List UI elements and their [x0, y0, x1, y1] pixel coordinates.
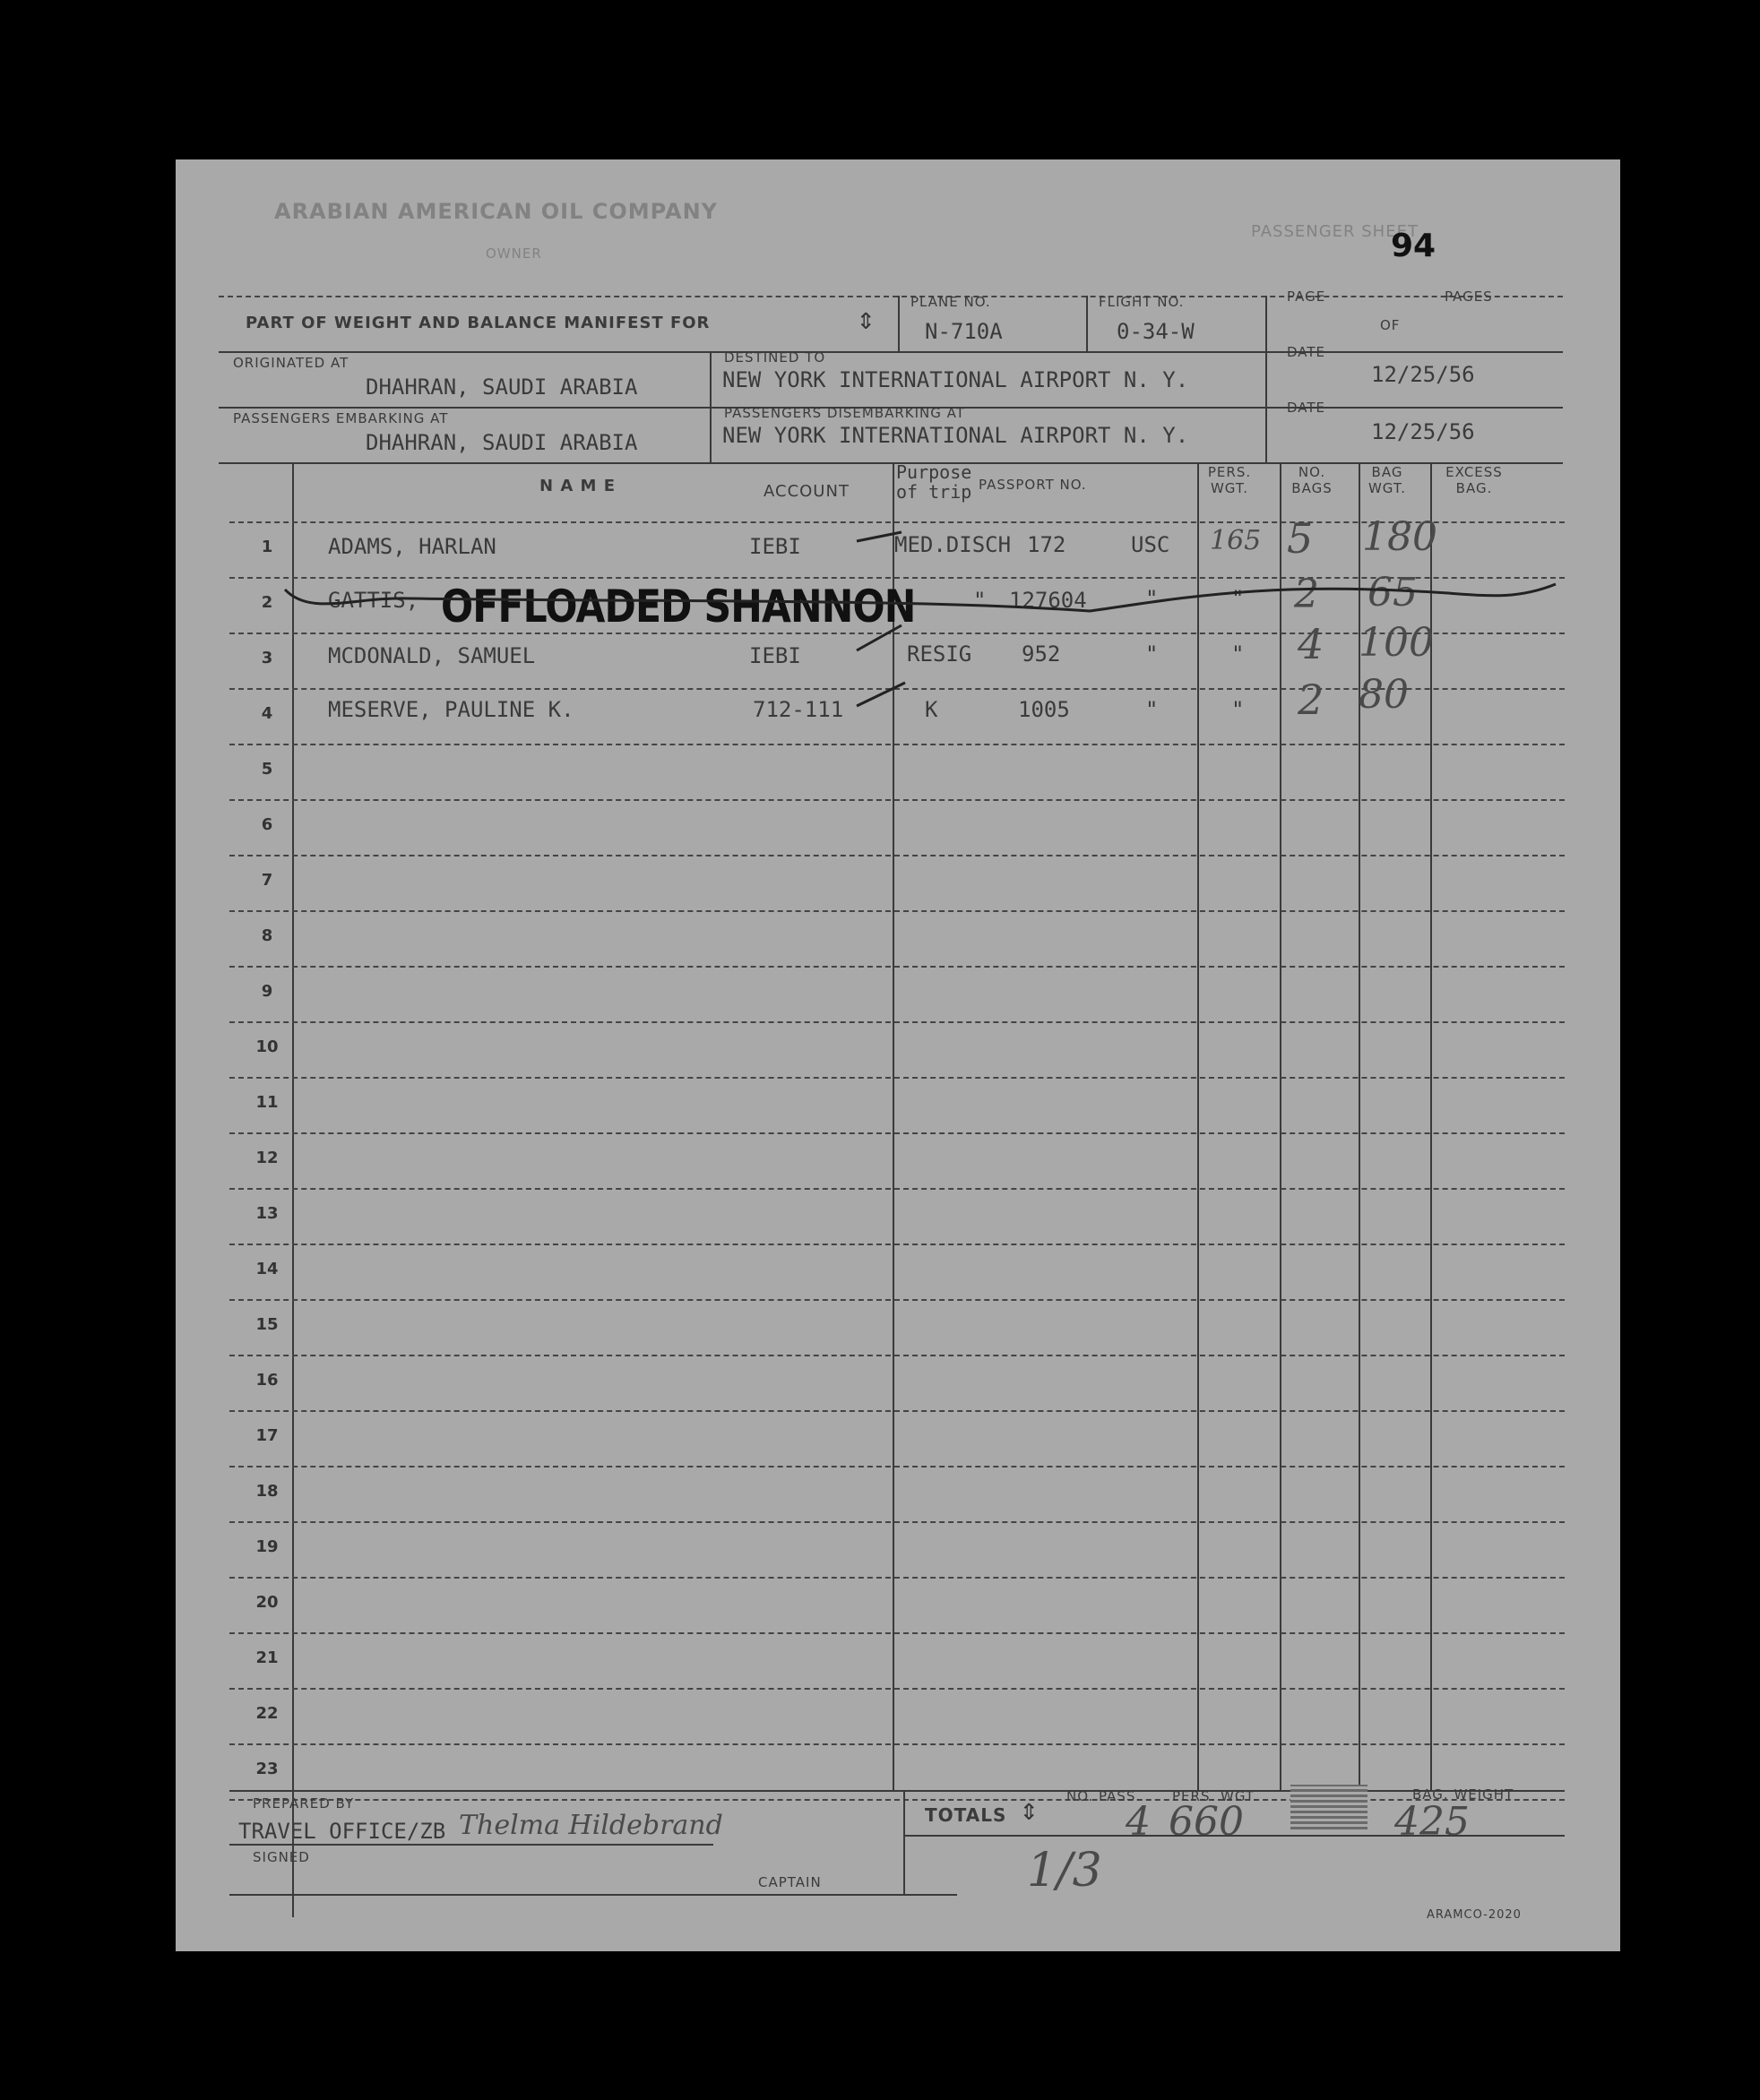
- row-number: 4: [261, 704, 273, 723]
- row-number: 17: [255, 1426, 279, 1445]
- strike-through-line: [283, 572, 1574, 625]
- passenger-3-purpose: RESIG: [907, 641, 972, 667]
- row-number: 6: [261, 815, 273, 834]
- flight-no-label: FLIGHT NO.: [1099, 294, 1185, 310]
- passenger-4-pers-wgt: ": [1231, 697, 1245, 722]
- originated-label: ORIGINATED AT: [233, 355, 349, 371]
- date-value-2: 12/25/56: [1371, 419, 1475, 444]
- passenger-3-bag-wgt: 100: [1359, 620, 1434, 666]
- passenger-2-pers-wgt: ": [1231, 586, 1245, 611]
- flight-no: 0-34-W: [1117, 319, 1195, 344]
- plane-no: N-710A: [925, 319, 1003, 344]
- row-number: 12: [255, 1149, 279, 1167]
- prepared-by-label: PREPARED BY: [253, 1795, 355, 1812]
- col-excess-bag: EXCESS BAG.: [1445, 464, 1503, 496]
- passenger-1-account: IEBI: [749, 534, 801, 559]
- table-row-rule: [229, 1577, 1565, 1579]
- row-number: 23: [255, 1760, 279, 1778]
- owner-label: OWNER: [486, 245, 542, 262]
- row-number: 5: [261, 760, 273, 779]
- col-purpose: Purpose of trip: [896, 461, 972, 503]
- row-number: 14: [255, 1260, 279, 1278]
- table-row-rule: [229, 1632, 1565, 1634]
- passenger-3-citizenship: ": [1145, 641, 1159, 667]
- vrule-date: [1265, 296, 1267, 462]
- passenger-4-bags: 2: [1298, 676, 1324, 724]
- date-label-2: DATE: [1287, 400, 1326, 416]
- row-number: 18: [255, 1482, 279, 1501]
- row-number: 1: [261, 538, 273, 556]
- row-number: 16: [255, 1371, 279, 1390]
- passenger-1-name: ADAMS, HARLAN: [328, 534, 496, 559]
- table-row-rule: [229, 744, 1565, 745]
- passenger-1-passport: 172: [1027, 532, 1066, 557]
- table-row-rule: [229, 855, 1565, 856]
- passenger-1-purpose: MED.DISCH: [894, 532, 1012, 557]
- table-row-rule: [229, 1188, 1565, 1190]
- passenger-3-name: MCDONALD, SAMUEL: [328, 643, 536, 668]
- originated-value: DHAHRAN, SAUDI ARABIA: [366, 374, 638, 400]
- arrow-icon: ⇕: [857, 301, 876, 337]
- embarking-value: DHAHRAN, SAUDI ARABIA: [366, 430, 638, 455]
- footer-vrule: [903, 1790, 905, 1894]
- vline-passport: [1197, 464, 1199, 1790]
- passenger-3-account: IEBI: [749, 643, 801, 668]
- prepared-rule: [229, 1844, 713, 1846]
- prepared-by-value: TRAVEL OFFICE/ZB: [238, 1819, 446, 1844]
- vrule-dest: [710, 351, 712, 462]
- passenger-2-bag-wgt: 65: [1367, 570, 1418, 615]
- totals-arrow-icon: ⇕: [1020, 1792, 1039, 1828]
- row-number: 10: [255, 1037, 279, 1056]
- check-marks: [848, 518, 919, 742]
- sheet-label: PASSENGER SHEET: [1251, 222, 1419, 241]
- rule-top: [219, 296, 1563, 297]
- totals-rule: [903, 1835, 1565, 1837]
- row-number: 2: [261, 593, 273, 612]
- passenger-2-purpose: ": [973, 588, 987, 613]
- col-no-bags: NO. BAGS: [1291, 464, 1333, 496]
- bag-weight-total: 425: [1394, 1799, 1470, 1845]
- passenger-2-bags: 2: [1294, 572, 1319, 617]
- table-row-rule: [229, 1077, 1565, 1079]
- col-passport: PASSPORT NO.: [979, 477, 1087, 493]
- vline-rownum: [292, 464, 294, 1917]
- pages-label: PAGES: [1445, 288, 1493, 305]
- of-label: OF: [1380, 317, 1401, 333]
- col-pers-wgt: PERS. WGT.: [1207, 464, 1252, 496]
- table-row-rule: [229, 1021, 1565, 1023]
- table-row-rule: [229, 1299, 1565, 1301]
- table-row-rule: [229, 1132, 1565, 1134]
- passenger-1-citizenship: USC: [1131, 532, 1170, 557]
- totals-label: TOTALS: [925, 1804, 1007, 1826]
- col-bag-wgt: BAG WGT.: [1367, 464, 1407, 496]
- disembarking-value: NEW YORK INTERNATIONAL AIRPORT N. Y.: [722, 423, 1189, 448]
- rule-1: [219, 351, 1563, 353]
- vline-persw: [1280, 464, 1281, 1790]
- col-account: ACCOUNT: [764, 482, 850, 501]
- passenger-4-purpose: K: [925, 697, 938, 722]
- passenger-3-pers-wgt: ": [1231, 641, 1245, 667]
- date-label-1: DATE: [1287, 344, 1326, 360]
- row-number: 8: [261, 926, 273, 945]
- passenger-4-bag-wgt: 80: [1359, 672, 1409, 718]
- passenger-2-passport: 127604: [1009, 588, 1087, 613]
- col-name: N A M E: [539, 477, 617, 495]
- sheet-number: 94: [1391, 228, 1436, 264]
- plane-no-label: PLANE NO.: [910, 294, 991, 310]
- row-number: 11: [255, 1093, 279, 1112]
- row-number: 22: [255, 1704, 279, 1723]
- destined-value: NEW YORK INTERNATIONAL AIRPORT N. Y.: [722, 367, 1189, 392]
- manifest-sheet: [176, 159, 1620, 1951]
- passenger-1-bags: 5: [1287, 514, 1314, 563]
- table-row-rule: [229, 1743, 1565, 1745]
- passenger-4-name: MESERVE, PAULINE K.: [328, 697, 574, 722]
- passenger-2-name: GATTIS,: [328, 588, 419, 613]
- form-code: ARAMCO-2020: [1427, 1908, 1522, 1922]
- vrule-plane: [898, 296, 900, 351]
- table-row-rule: [229, 966, 1565, 968]
- passenger-4-account: 712-111: [753, 697, 844, 722]
- date-value-1: 12/25/56: [1371, 362, 1475, 387]
- table-row-rule: [229, 1244, 1565, 1245]
- row-number: 21: [255, 1648, 279, 1667]
- no-pass-total: 4: [1126, 1799, 1151, 1845]
- row-number: 13: [255, 1204, 279, 1223]
- fraction: 1/3: [1027, 1844, 1102, 1898]
- table-row-rule: [229, 1466, 1565, 1467]
- vrule-flight: [1086, 296, 1088, 351]
- row-number: 19: [255, 1537, 279, 1556]
- table-row-rule: [229, 1521, 1565, 1523]
- signed-rule: [229, 1894, 957, 1896]
- table-row-rule: [229, 799, 1565, 801]
- passenger-4-passport: 1005: [1018, 697, 1070, 722]
- no-pass-label: NO. PASS.: [1066, 1788, 1142, 1804]
- row-number: 3: [261, 649, 273, 667]
- row-number: 9: [261, 982, 273, 1001]
- manifest-title: PART OF WEIGHT AND BALANCE MANIFEST FOR: [246, 314, 711, 332]
- passenger-2-citizenship: ": [1145, 586, 1159, 611]
- bag-weight-label: BAG. WEIGHT: [1412, 1786, 1514, 1803]
- passenger-3-passport: 952: [1022, 641, 1061, 667]
- row-number: 15: [255, 1315, 279, 1334]
- passenger-3-bags: 4: [1298, 620, 1324, 668]
- destined-label: DESTINED TO: [724, 349, 826, 366]
- offloaded-stamp: OFFLOADED SHANNON: [441, 581, 916, 633]
- company-name: ARABIAN AMERICAN OIL COMPANY: [274, 199, 719, 224]
- embarking-label: PASSENGERS EMBARKING AT: [233, 410, 449, 426]
- pers-wgt-total: 660: [1169, 1799, 1244, 1845]
- row-number: 7: [261, 871, 273, 890]
- row-number: 20: [255, 1593, 279, 1612]
- hatched-box: [1290, 1785, 1367, 1829]
- table-row-rule: [229, 1355, 1565, 1356]
- captain-label: CAPTAIN: [758, 1874, 822, 1890]
- table-row-rule: [229, 910, 1565, 912]
- disembarking-label: PASSENGERS DISEMBARKING AT: [724, 405, 965, 421]
- table-row-rule: [229, 1688, 1565, 1690]
- passenger-1-pers-wgt: 165: [1210, 525, 1262, 556]
- signed-label: SIGNED: [253, 1849, 310, 1865]
- page-label: PAGE: [1287, 288, 1326, 305]
- table-row-rule: [229, 1410, 1565, 1412]
- pers-wgt-total-label: PERS. WGT.: [1172, 1788, 1259, 1804]
- passenger-4-citizenship: ": [1145, 697, 1159, 722]
- prepared-signature: Thelma Hildebrand: [459, 1810, 723, 1841]
- passenger-1-bag-wgt: 180: [1362, 514, 1437, 560]
